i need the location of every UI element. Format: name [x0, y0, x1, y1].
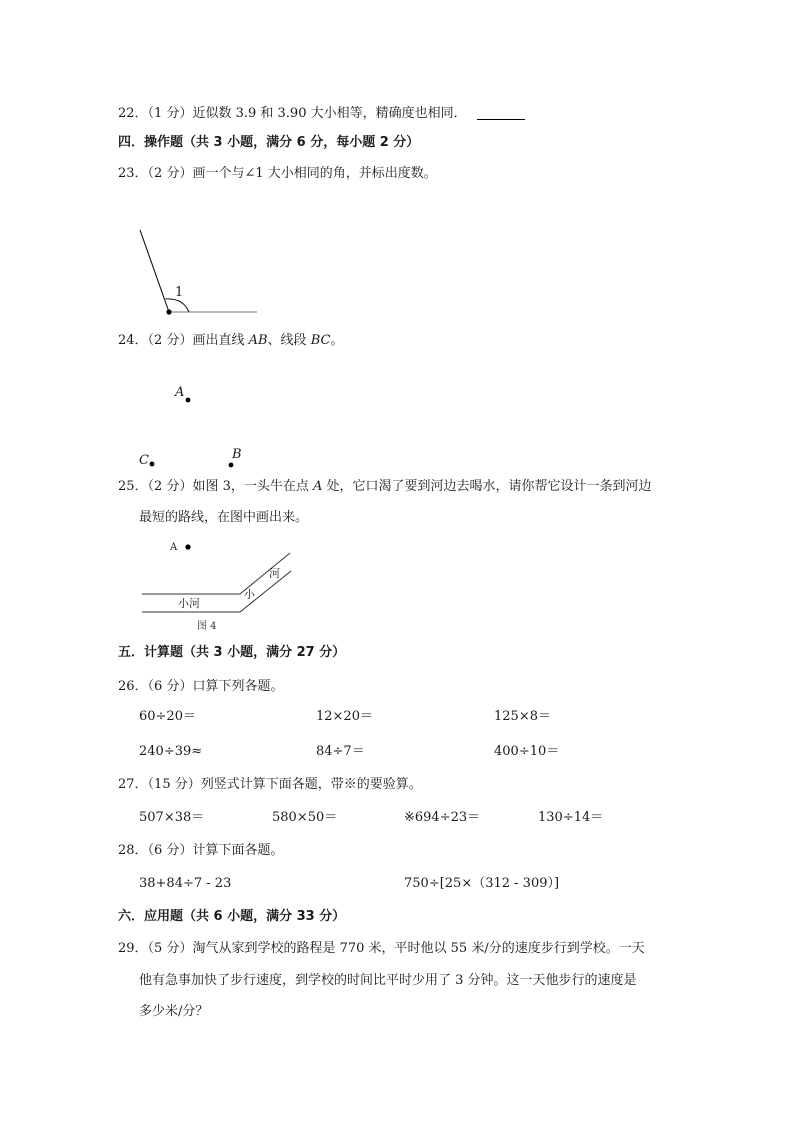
section-heading-4: 四．操作题（共 3 小题，满分 6 分，每小题 2 分）	[118, 135, 420, 150]
oral-calc-item: 125×8＝	[494, 709, 551, 724]
figure-caption: 图 4	[197, 621, 217, 632]
vertical-calc-item: ※694÷23＝	[404, 810, 481, 825]
point-a-label: A	[175, 385, 185, 400]
question-29-line-2: 他有急事加快了步行速度，到学校的时间比平时少用了 3 分钟。这一天他步行的速度是	[139, 973, 637, 988]
question-text: 口算下列各题。	[192, 679, 284, 694]
question-score: （6 分）	[147, 843, 193, 858]
question-text: 。	[330, 333, 344, 348]
oral-calc-item: 240÷39≈	[139, 744, 203, 759]
oral-calc-item: 400÷10＝	[494, 744, 560, 759]
question-text: 画出直线	[192, 333, 249, 348]
angle-label: 1	[175, 285, 184, 300]
vertical-calc-item: 130÷14＝	[538, 810, 604, 825]
oral-calc-item: 12×20＝	[316, 709, 373, 724]
oral-calc-item: 60÷20＝	[139, 709, 196, 724]
question-text: 、线段	[267, 333, 311, 348]
question-number: 22．	[118, 106, 148, 121]
question-score: （2 分）	[147, 333, 193, 348]
river-label: 小河	[178, 597, 200, 610]
question-text: 处，它口渴了要到河边去喝水，请你帮它设计一条到河边	[322, 479, 652, 494]
point-c-label: C	[139, 453, 149, 468]
cow-point-label: A	[170, 542, 178, 553]
question-number: 29．	[118, 941, 148, 956]
segment-name: BC	[310, 333, 331, 348]
question-number: 27．	[118, 777, 148, 792]
vertical-calc-item: 580×50＝	[272, 810, 338, 825]
calc-item: 750÷[25×（312 - 309）]	[404, 876, 560, 891]
point-name: A	[313, 479, 323, 494]
section-heading-5: 五．计算题（共 3 小题，满分 27 分）	[118, 645, 346, 660]
point-b-label: B	[232, 447, 242, 462]
question-25-line-2: 最短的路线，在图中画出来。	[139, 510, 309, 525]
question-text: 近似数 3.9 和 3.90 大小相等，精确度也相同．	[192, 106, 467, 121]
oral-calc-item: 84÷7＝	[316, 744, 365, 759]
line-name: AB	[248, 333, 268, 348]
vertical-calc-item: 507×38＝	[139, 810, 205, 825]
section-heading-6: 六．应用题（共 6 小题，满分 33 分）	[118, 909, 346, 924]
question-score: （2 分）	[147, 479, 193, 494]
question-27	[118, 777, 422, 793]
question-text: 淘气从家到学校的路程是 770 米，平时他以 55 米/分的速度步行到学校。一天	[192, 941, 645, 956]
question-29-line-3: 多少米/分？	[139, 1004, 209, 1019]
question-28	[118, 843, 283, 859]
question-score: （2 分）	[147, 166, 193, 181]
question-score: （6 分）	[147, 679, 193, 694]
calc-item: 38+84÷7 - 23	[139, 876, 232, 891]
river-label-diagonal-1: 小	[244, 588, 255, 601]
question-number: 26．	[118, 679, 148, 694]
question-score: （15 分）	[147, 777, 201, 792]
question-text: 列竖式计算下面各题，带※的要验算。	[200, 777, 422, 792]
question-number: 24．	[118, 333, 148, 348]
question-text: 画一个与∠1 大小相同的角，并标出度数。	[192, 166, 437, 181]
question-text: 计算下面各题。	[192, 843, 284, 858]
question-score: （1 分）	[147, 106, 193, 121]
question-text: 如图 3，一头牛在点	[192, 479, 313, 494]
question-number: 23．	[118, 166, 148, 181]
question-26	[118, 679, 283, 695]
question-29	[118, 941, 645, 957]
river-label-diagonal-2: 河	[269, 567, 280, 580]
question-number: 25．	[118, 479, 148, 494]
question-score: （5 分）	[147, 941, 193, 956]
question-number: 28．	[118, 843, 148, 858]
cow-point-dot	[185, 544, 190, 549]
